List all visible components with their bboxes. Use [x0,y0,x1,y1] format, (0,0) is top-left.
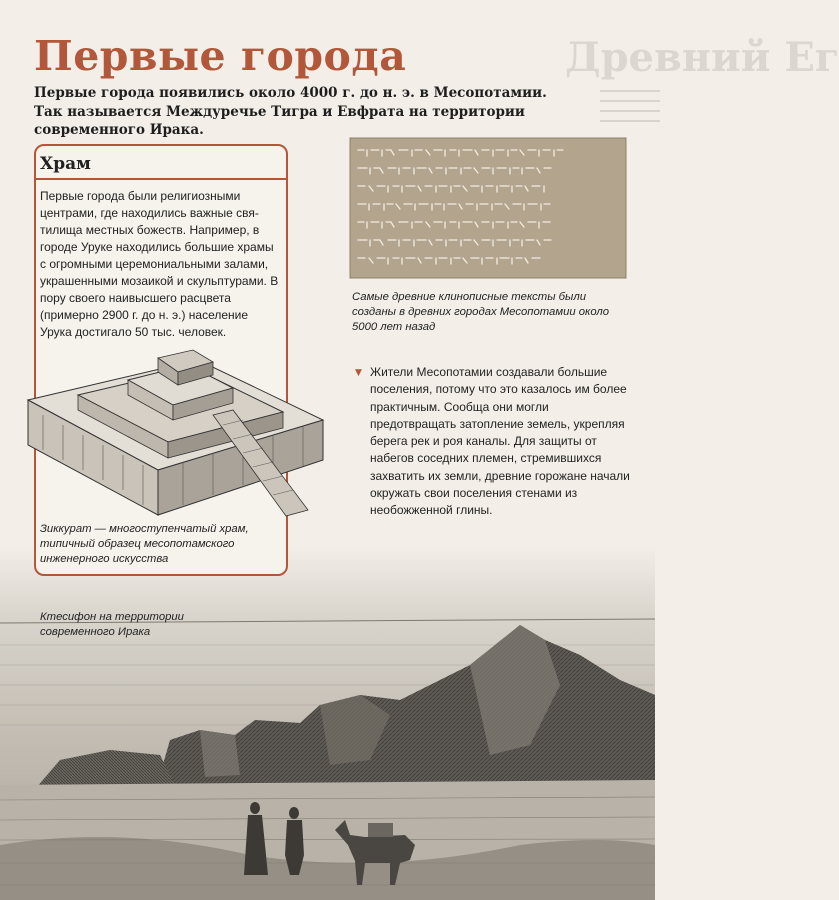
temple-box-text: Первые города были религиозными центрами, где находились важные святилища местных божеств. Например, в городе Уруке находились большие храмы с огромными церемониальными залами, украшенными мозаикой и скульптурами. В пору своего наивысшего расцвета (примерно 2900 г. до н. э.) население Урука достигало 50 тыс. человек. [40,189,279,339]
neighbor-page-title: Древний Ег [565,34,839,81]
cuneiform-tablet-image [350,138,626,278]
main-paragraph: Жители Месопотамии создавали большие поселения, потому что это казалось им более практичным. Сообща они могли предотвращать затопление земель, укрепляя берега рек и роя каналы. Для защиты от набегов соседних племен, стремившихся захватить их земли, древние горожане начали окружать свои поселения стенами из необожженной глины. [370,365,630,518]
temple-box-title: Храм [40,154,91,174]
intro-paragraph: Первые города появились около 4000 г. до н. э. в Месопотамии. Так называется Междуречье Тигра и Евфрата на территории современного Ирака. [34,85,547,138]
page-title: Первые города [34,32,407,80]
ziggurat-caption: Зиккурат — многоступенчатый храм, типичный образец месопотамского инженерного искусства [40,523,249,565]
tablet-caption: Самые древние клинописные тексты были созданы в древних городах Месопотамии около 5000 лет назад [352,291,610,333]
ctesiphon-engraving [0,545,655,900]
neighbor-page-lines [600,82,660,130]
temple-box-divider [36,178,286,180]
triangle-marker-icon: ▼ [355,368,362,378]
ctesiphon-caption: Ктесифон на территории современного Ирака [40,611,184,638]
ziggurat-illustration [18,340,336,524]
